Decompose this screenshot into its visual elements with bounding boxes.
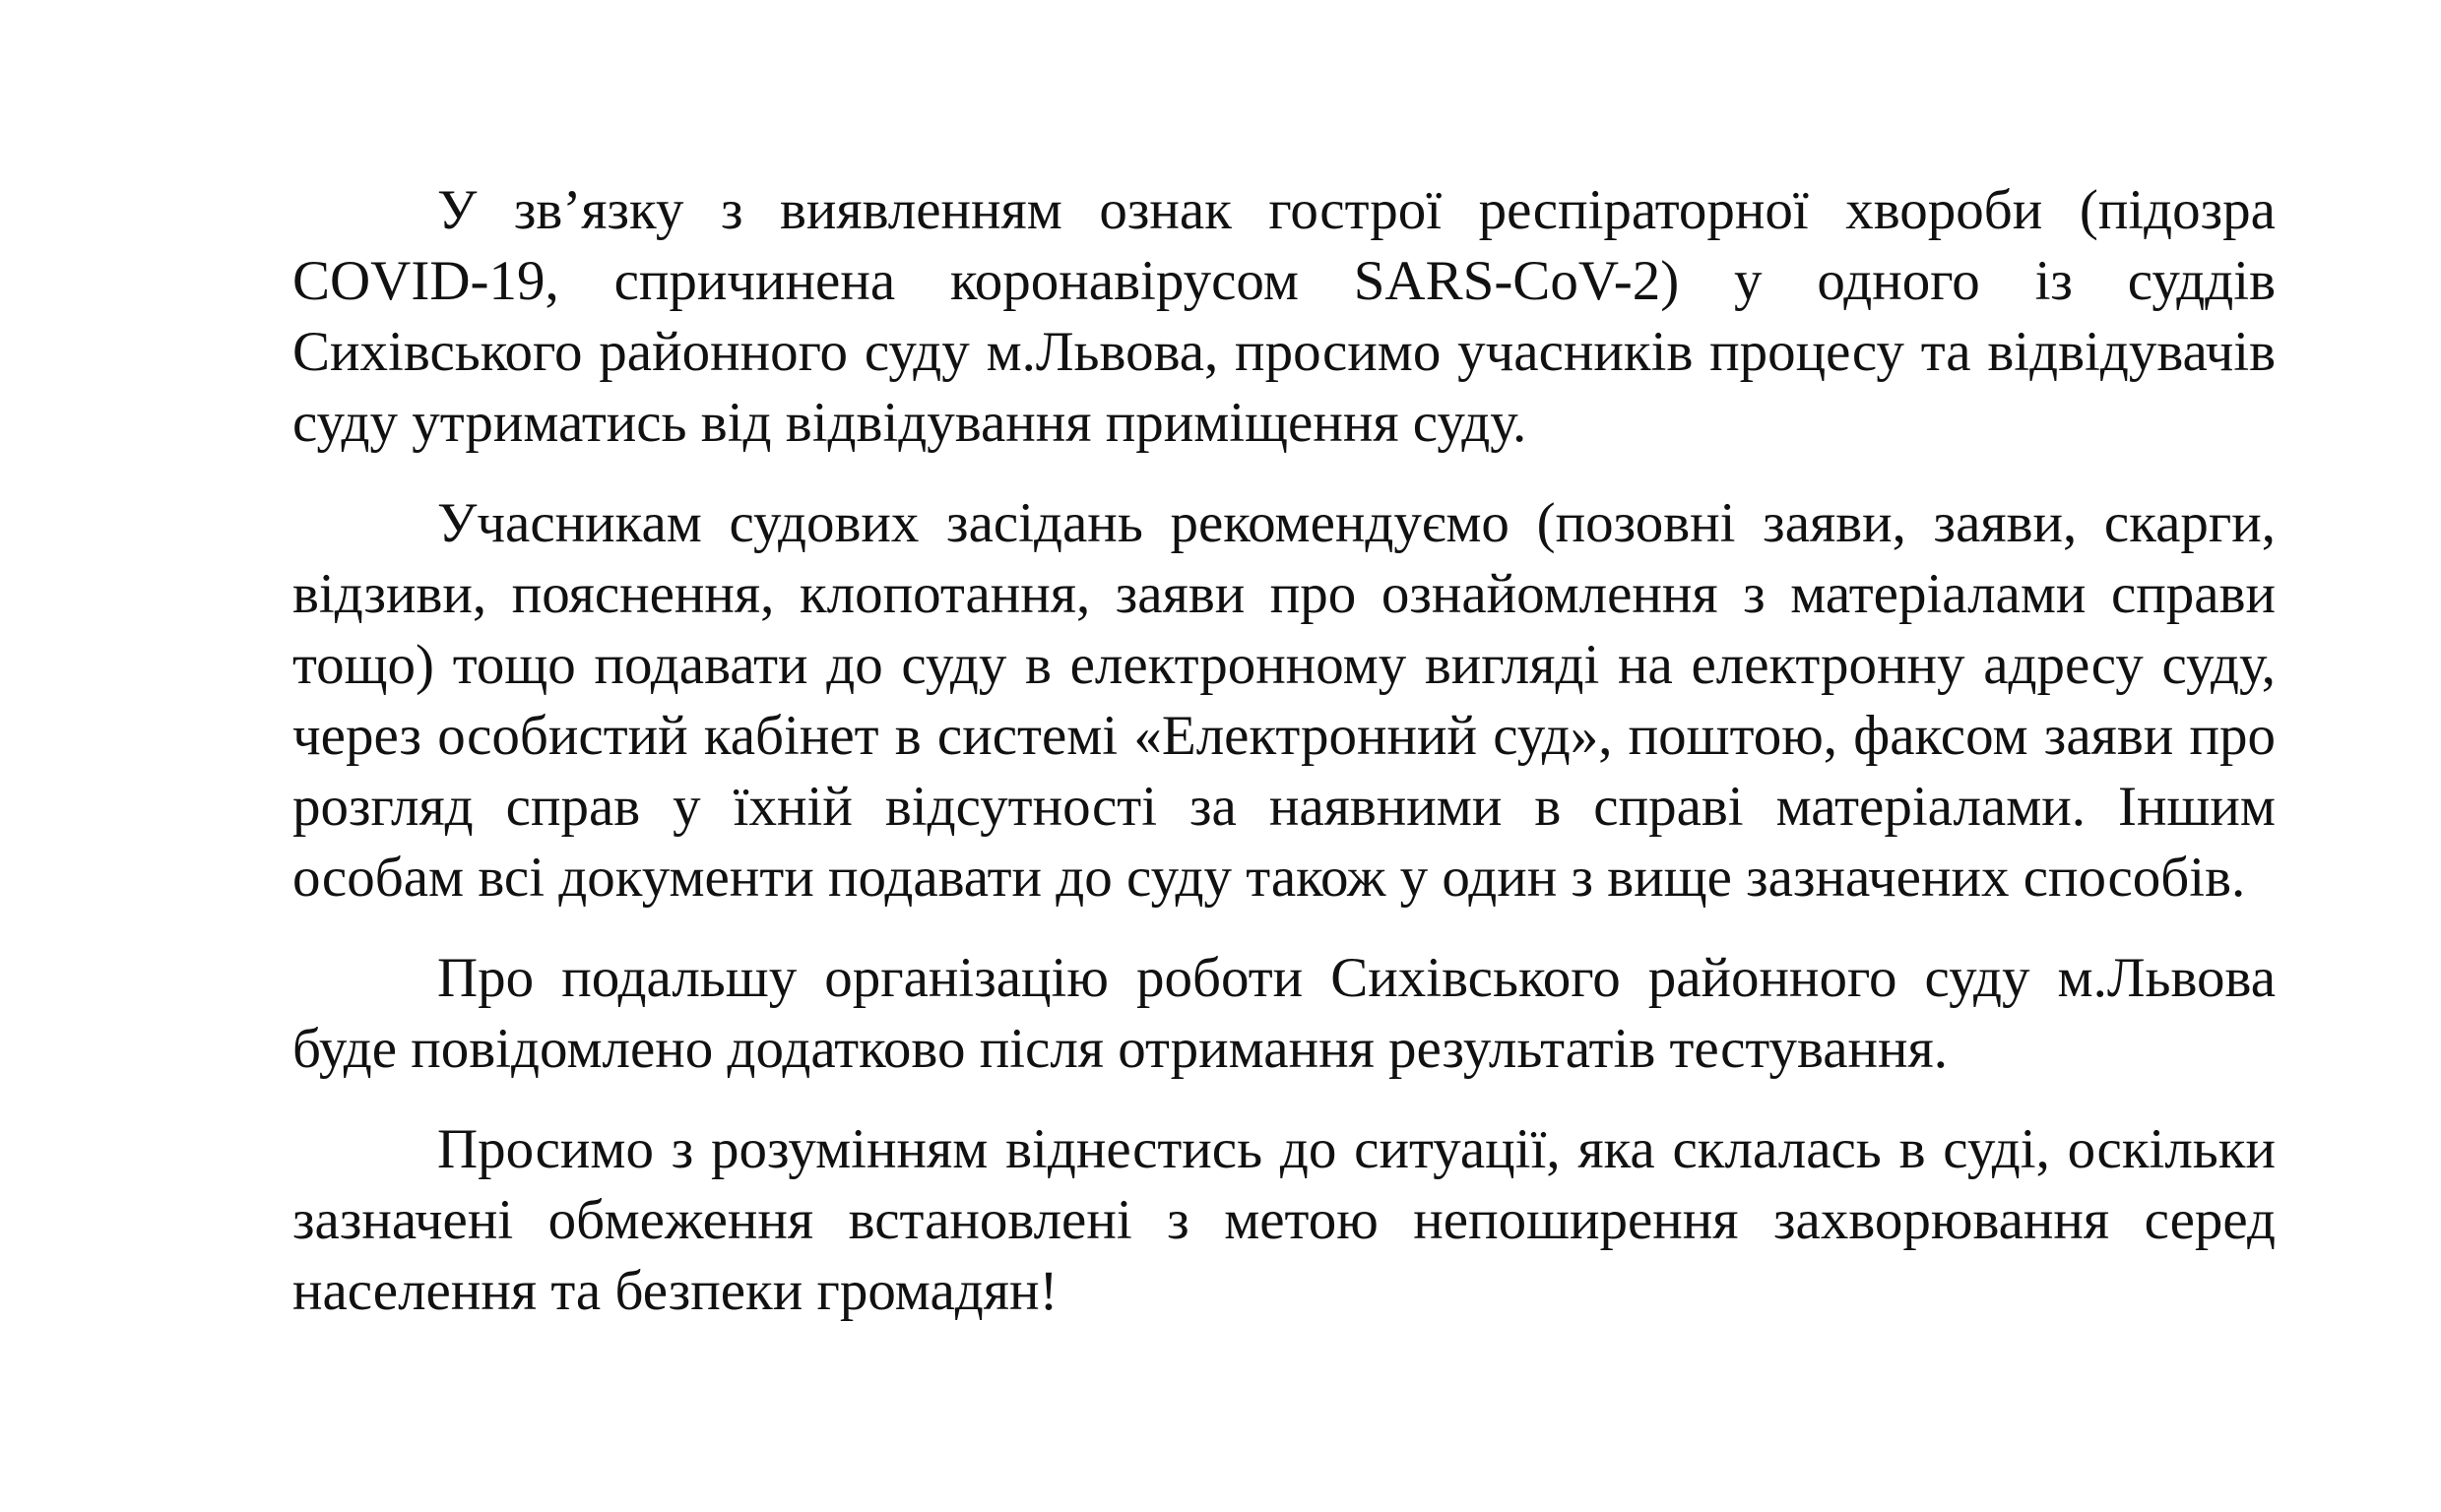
document-body bbox=[292, 175, 2276, 1356]
paragraph-symptoms-notice: У зв’язку з виявленням ознак гострої респіраторної хвороби (підозра COVID-19, спричинена коронавірусом SARS-CoV-2) у одного із суддів Сихівського районного суду м.Львова, просимо учасників процесу та відвідувачів суду утриматись від відвідування приміщення суду. bbox=[292, 179, 2276, 454]
paragraph-further-organization: Про подальшу організацію роботи Сихівського районного суду м.Львова буде повідомлено додатково після отримання результатів тестування. bbox=[292, 947, 2276, 1080]
paragraph-filing-recommendations: Учасникам судових засідань рекомендуємо (позовні заяви, заяви, скарги, відзиви, пояснення, клопотання, заяви про ознайомлення з матеріалами справи тощо) тощо подавати до суду в електронному вигляді на електронну адресу суду, через особистий кабінет в системі «Електронний суд», поштою, факсом заяви про розгляд справ у їхній відсутності за наявними в справі матеріалами. Іншим особам всі документи подавати до суду також у один з вище зазначених способів. bbox=[292, 492, 2276, 909]
paragraph-understanding-request: Просимо з розумінням віднестись до ситуації, яка склалась в суді, оскільки зазначені обмеження встановлені з метою непоширення захворювання серед населення та безпеки громадян! bbox=[292, 1118, 2276, 1322]
